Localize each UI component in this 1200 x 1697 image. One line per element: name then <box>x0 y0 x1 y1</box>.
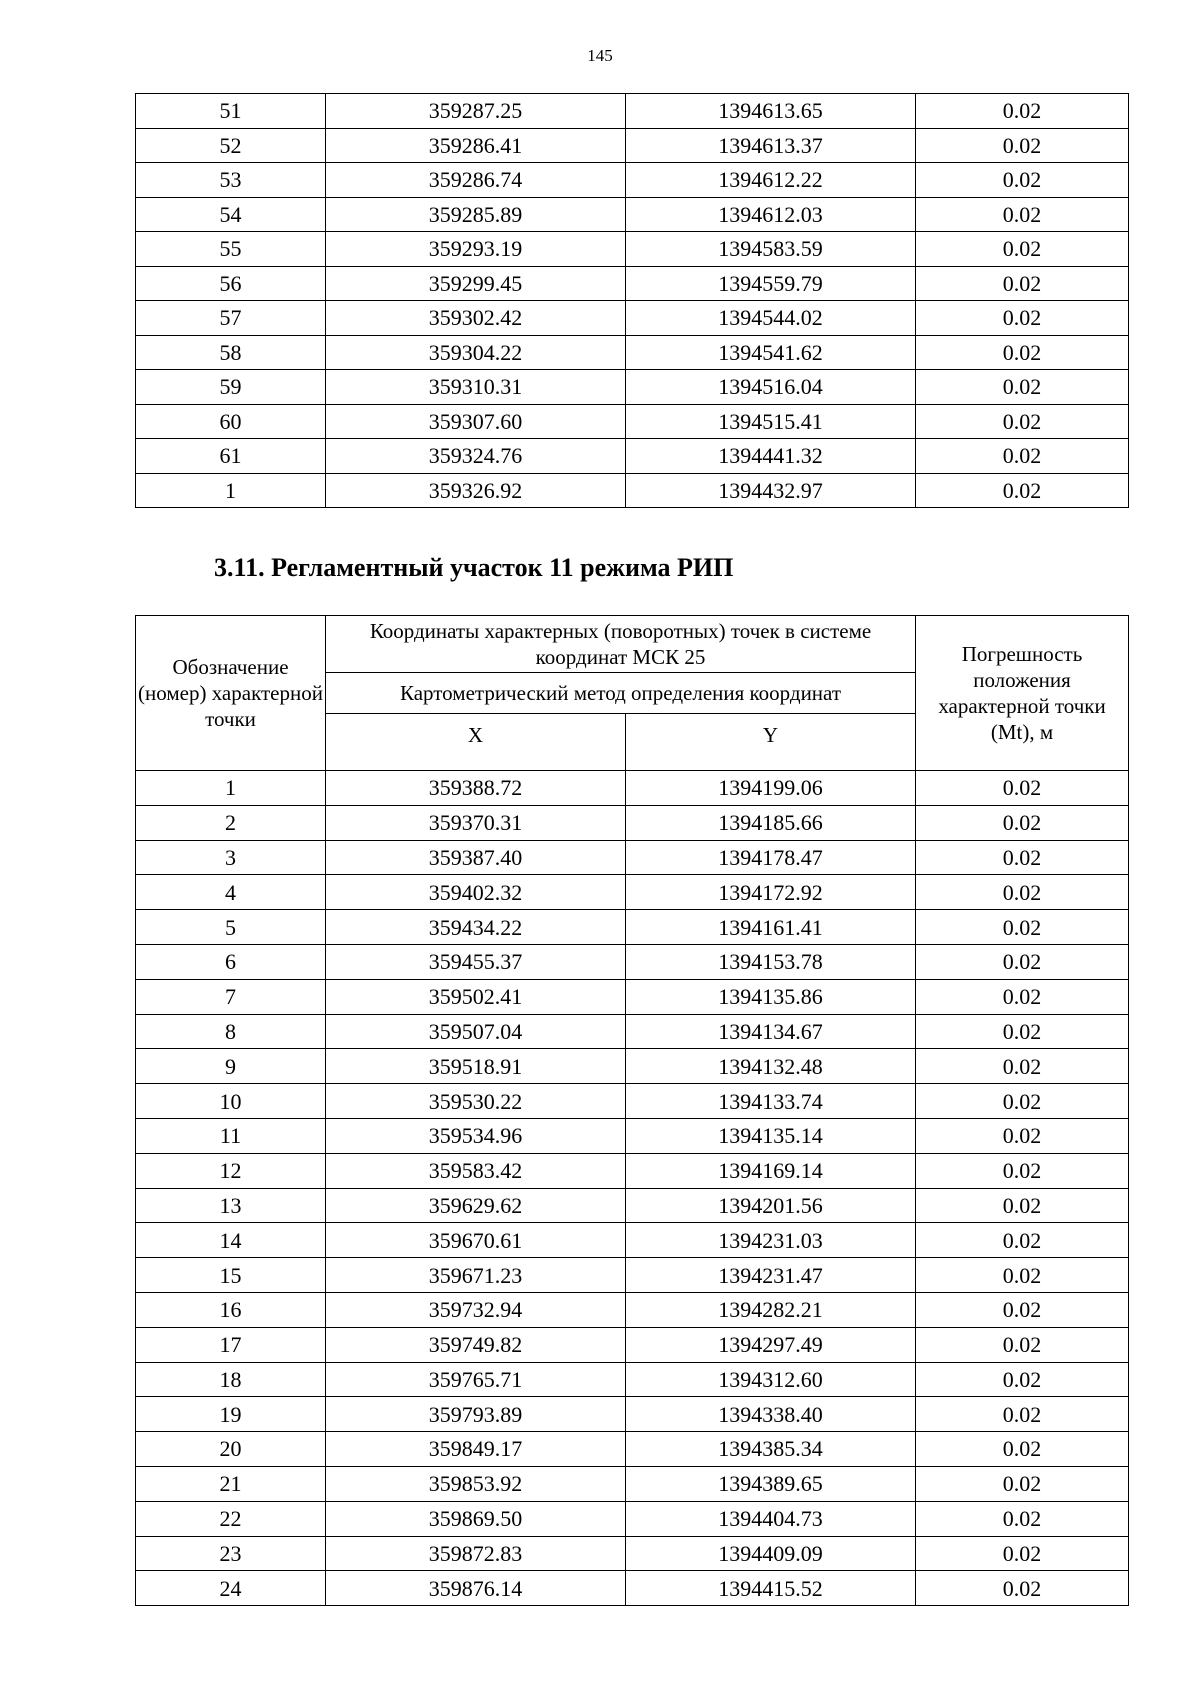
table-row <box>136 910 1129 945</box>
error-cell: 0.02 <box>916 128 1129 163</box>
y-coordinate-cell: 1394409.09 <box>626 1536 916 1571</box>
point-number-cell: 9 <box>136 1049 326 1084</box>
table-row <box>136 128 1129 163</box>
y-coordinate-cell: 1394153.78 <box>626 944 916 979</box>
section-heading: 3.11. Регламентный участок 11 режима РИП <box>214 553 734 582</box>
table-row <box>136 840 1129 875</box>
y-coordinate-cell: 1394134.67 <box>626 1014 916 1049</box>
table-row <box>136 1501 1129 1536</box>
point-number-cell: 59 <box>136 370 326 405</box>
table-row <box>136 1258 1129 1293</box>
y-coordinate-cell: 1394282.21 <box>626 1292 916 1327</box>
y-coordinate-cell: 1394161.41 <box>626 910 916 945</box>
y-coordinate-cell: 1394516.04 <box>626 370 916 405</box>
table-row <box>136 1432 1129 1467</box>
coordinates-table-body <box>136 771 1129 1606</box>
error-cell: 0.02 <box>916 1292 1129 1327</box>
header-coordinates: Координаты характерных (поворотных) точек в системе координат МСК 25 <box>326 616 916 673</box>
error-cell: 0.02 <box>916 944 1129 979</box>
x-coordinate-cell: 359793.89 <box>326 1397 626 1432</box>
table-row <box>136 875 1129 910</box>
error-cell: 0.02 <box>916 840 1129 875</box>
table-row <box>136 1536 1129 1571</box>
x-coordinate-cell: 359765.71 <box>326 1362 626 1397</box>
y-coordinate-cell: 1394415.52 <box>626 1571 916 1606</box>
error-cell: 0.02 <box>916 94 1129 129</box>
x-coordinate-cell: 359370.31 <box>326 805 626 840</box>
error-cell: 0.02 <box>916 1362 1129 1397</box>
y-coordinate-cell: 1394544.02 <box>626 301 916 336</box>
error-cell: 0.02 <box>916 1188 1129 1223</box>
x-coordinate-cell: 359671.23 <box>326 1258 626 1293</box>
page-number: 145 <box>587 46 613 65</box>
table-row <box>136 197 1129 232</box>
header-x: X <box>326 714 626 771</box>
y-coordinate-cell: 1394133.74 <box>626 1084 916 1119</box>
table-row <box>136 944 1129 979</box>
table-row <box>136 232 1129 267</box>
y-coordinate-cell: 1394613.65 <box>626 94 916 129</box>
x-coordinate-cell: 359849.17 <box>326 1432 626 1467</box>
coordinates-table <box>135 615 1129 1606</box>
y-coordinate-cell: 1394169.14 <box>626 1153 916 1188</box>
header-designation: Обозначение (номер) характерной точки <box>136 616 326 771</box>
y-coordinate-cell: 1394231.03 <box>626 1223 916 1258</box>
x-coordinate-cell: 359293.19 <box>326 232 626 267</box>
header-method: Картометрический метод определения координат <box>326 673 916 714</box>
table-row <box>136 439 1129 474</box>
x-coordinate-cell: 359299.45 <box>326 266 626 301</box>
x-coordinate-cell: 359434.22 <box>326 910 626 945</box>
y-coordinate-cell: 1394385.34 <box>626 1432 916 1467</box>
coordinates-table-continued <box>135 93 1129 508</box>
point-number-cell: 11 <box>136 1118 326 1153</box>
x-coordinate-cell: 359287.25 <box>326 94 626 129</box>
table-row <box>136 1362 1129 1397</box>
point-number-cell: 3 <box>136 840 326 875</box>
point-number-cell: 1 <box>136 473 326 508</box>
error-cell: 0.02 <box>916 232 1129 267</box>
y-coordinate-cell: 1394404.73 <box>626 1501 916 1536</box>
table-row <box>136 473 1129 508</box>
point-number-cell: 6 <box>136 944 326 979</box>
table-row <box>136 1223 1129 1258</box>
table-row <box>136 163 1129 198</box>
error-cell: 0.02 <box>916 1223 1129 1258</box>
point-number-cell: 7 <box>136 979 326 1014</box>
point-number-cell: 56 <box>136 266 326 301</box>
x-coordinate-cell: 359387.40 <box>326 840 626 875</box>
point-number-cell: 54 <box>136 197 326 232</box>
point-number-cell: 20 <box>136 1432 326 1467</box>
x-coordinate-cell: 359286.74 <box>326 163 626 198</box>
error-cell: 0.02 <box>916 163 1129 198</box>
table-row <box>136 1049 1129 1084</box>
point-number-cell: 1 <box>136 771 326 806</box>
table-row <box>136 1292 1129 1327</box>
x-coordinate-cell: 359876.14 <box>326 1571 626 1606</box>
point-number-cell: 18 <box>136 1362 326 1397</box>
table-row <box>136 1014 1129 1049</box>
x-coordinate-cell: 359286.41 <box>326 128 626 163</box>
x-coordinate-cell: 359853.92 <box>326 1466 626 1501</box>
table-row <box>136 301 1129 336</box>
table-row <box>136 370 1129 405</box>
y-coordinate-cell: 1394338.40 <box>626 1397 916 1432</box>
y-coordinate-cell: 1394613.37 <box>626 128 916 163</box>
y-coordinate-cell: 1394389.65 <box>626 1466 916 1501</box>
table-row <box>136 771 1129 806</box>
point-number-cell: 10 <box>136 1084 326 1119</box>
point-number-cell: 13 <box>136 1188 326 1223</box>
error-cell: 0.02 <box>916 1432 1129 1467</box>
y-coordinate-cell: 1394172.92 <box>626 875 916 910</box>
x-coordinate-cell: 359670.61 <box>326 1223 626 1258</box>
point-number-cell: 5 <box>136 910 326 945</box>
table-row <box>136 94 1129 129</box>
table-row <box>136 404 1129 439</box>
error-cell: 0.02 <box>916 805 1129 840</box>
point-number-cell: 60 <box>136 404 326 439</box>
point-number-cell: 23 <box>136 1536 326 1571</box>
error-cell: 0.02 <box>916 301 1129 336</box>
y-coordinate-cell: 1394559.79 <box>626 266 916 301</box>
y-coordinate-cell: 1394201.56 <box>626 1188 916 1223</box>
table-row <box>136 1466 1129 1501</box>
y-coordinate-cell: 1394132.48 <box>626 1049 916 1084</box>
error-cell: 0.02 <box>916 1571 1129 1606</box>
x-coordinate-cell: 359502.41 <box>326 979 626 1014</box>
error-cell: 0.02 <box>916 1014 1129 1049</box>
y-coordinate-cell: 1394612.22 <box>626 163 916 198</box>
point-number-cell: 58 <box>136 335 326 370</box>
x-coordinate-cell: 359285.89 <box>326 197 626 232</box>
point-number-cell: 15 <box>136 1258 326 1293</box>
point-number-cell: 57 <box>136 301 326 336</box>
x-coordinate-cell: 359869.50 <box>326 1501 626 1536</box>
y-coordinate-cell: 1394612.03 <box>626 197 916 232</box>
error-cell: 0.02 <box>916 335 1129 370</box>
x-coordinate-cell: 359388.72 <box>326 771 626 806</box>
table-row <box>136 1571 1129 1606</box>
table-row <box>136 335 1129 370</box>
x-coordinate-cell: 359583.42 <box>326 1153 626 1188</box>
x-coordinate-cell: 359530.22 <box>326 1084 626 1119</box>
point-number-cell: 19 <box>136 1397 326 1432</box>
point-number-cell: 55 <box>136 232 326 267</box>
error-cell: 0.02 <box>916 439 1129 474</box>
point-number-cell: 51 <box>136 94 326 129</box>
error-cell: 0.02 <box>916 1501 1129 1536</box>
table-row <box>136 1397 1129 1432</box>
table-row <box>136 1153 1129 1188</box>
table-row <box>136 805 1129 840</box>
table-row <box>136 1084 1129 1119</box>
y-coordinate-cell: 1394297.49 <box>626 1327 916 1362</box>
point-number-cell: 14 <box>136 1223 326 1258</box>
x-coordinate-cell: 359307.60 <box>326 404 626 439</box>
point-number-cell: 21 <box>136 1466 326 1501</box>
error-cell: 0.02 <box>916 473 1129 508</box>
error-cell: 0.02 <box>916 979 1129 1014</box>
table-row <box>136 266 1129 301</box>
error-cell: 0.02 <box>916 1258 1129 1293</box>
x-coordinate-cell: 359732.94 <box>326 1292 626 1327</box>
x-coordinate-cell: 359402.32 <box>326 875 626 910</box>
x-coordinate-cell: 359534.96 <box>326 1118 626 1153</box>
header-error: Погрешность положения характерной точки (Mt), м <box>916 616 1129 771</box>
table-row <box>136 1118 1129 1153</box>
y-coordinate-cell: 1394441.32 <box>626 439 916 474</box>
x-coordinate-cell: 359326.92 <box>326 473 626 508</box>
error-cell: 0.02 <box>916 1153 1129 1188</box>
error-cell: 0.02 <box>916 266 1129 301</box>
y-coordinate-cell: 1394312.60 <box>626 1362 916 1397</box>
x-coordinate-cell: 359302.42 <box>326 301 626 336</box>
point-number-cell: 52 <box>136 128 326 163</box>
x-coordinate-cell: 359455.37 <box>326 944 626 979</box>
point-number-cell: 22 <box>136 1501 326 1536</box>
point-number-cell: 2 <box>136 805 326 840</box>
x-coordinate-cell: 359629.62 <box>326 1188 626 1223</box>
y-coordinate-cell: 1394199.06 <box>626 771 916 806</box>
x-coordinate-cell: 359304.22 <box>326 335 626 370</box>
x-coordinate-cell: 359324.76 <box>326 439 626 474</box>
coordinates-table-header <box>136 616 1129 771</box>
point-number-cell: 24 <box>136 1571 326 1606</box>
point-number-cell: 4 <box>136 875 326 910</box>
error-cell: 0.02 <box>916 1536 1129 1571</box>
error-cell: 0.02 <box>916 910 1129 945</box>
y-coordinate-cell: 1394185.66 <box>626 805 916 840</box>
error-cell: 0.02 <box>916 1049 1129 1084</box>
point-number-cell: 17 <box>136 1327 326 1362</box>
error-cell: 0.02 <box>916 875 1129 910</box>
point-number-cell: 53 <box>136 163 326 198</box>
point-number-cell: 8 <box>136 1014 326 1049</box>
point-number-cell: 12 <box>136 1153 326 1188</box>
error-cell: 0.02 <box>916 1397 1129 1432</box>
table-row <box>136 1327 1129 1362</box>
x-coordinate-cell: 359872.83 <box>326 1536 626 1571</box>
y-coordinate-cell: 1394178.47 <box>626 840 916 875</box>
y-coordinate-cell: 1394515.41 <box>626 404 916 439</box>
x-coordinate-cell: 359310.31 <box>326 370 626 405</box>
error-cell: 0.02 <box>916 771 1129 806</box>
point-number-cell: 61 <box>136 439 326 474</box>
x-coordinate-cell: 359507.04 <box>326 1014 626 1049</box>
error-cell: 0.02 <box>916 197 1129 232</box>
x-coordinate-cell: 359749.82 <box>326 1327 626 1362</box>
error-cell: 0.02 <box>916 370 1129 405</box>
header-y: Y <box>626 714 916 771</box>
error-cell: 0.02 <box>916 1118 1129 1153</box>
y-coordinate-cell: 1394432.97 <box>626 473 916 508</box>
error-cell: 0.02 <box>916 1466 1129 1501</box>
table-row <box>136 979 1129 1014</box>
y-coordinate-cell: 1394541.62 <box>626 335 916 370</box>
point-number-cell: 16 <box>136 1292 326 1327</box>
coordinates-table-body <box>136 94 1129 508</box>
error-cell: 0.02 <box>916 404 1129 439</box>
error-cell: 0.02 <box>916 1327 1129 1362</box>
y-coordinate-cell: 1394135.86 <box>626 979 916 1014</box>
y-coordinate-cell: 1394231.47 <box>626 1258 916 1293</box>
error-cell: 0.02 <box>916 1084 1129 1119</box>
y-coordinate-cell: 1394135.14 <box>626 1118 916 1153</box>
table-row <box>136 1188 1129 1223</box>
x-coordinate-cell: 359518.91 <box>326 1049 626 1084</box>
y-coordinate-cell: 1394583.59 <box>626 232 916 267</box>
